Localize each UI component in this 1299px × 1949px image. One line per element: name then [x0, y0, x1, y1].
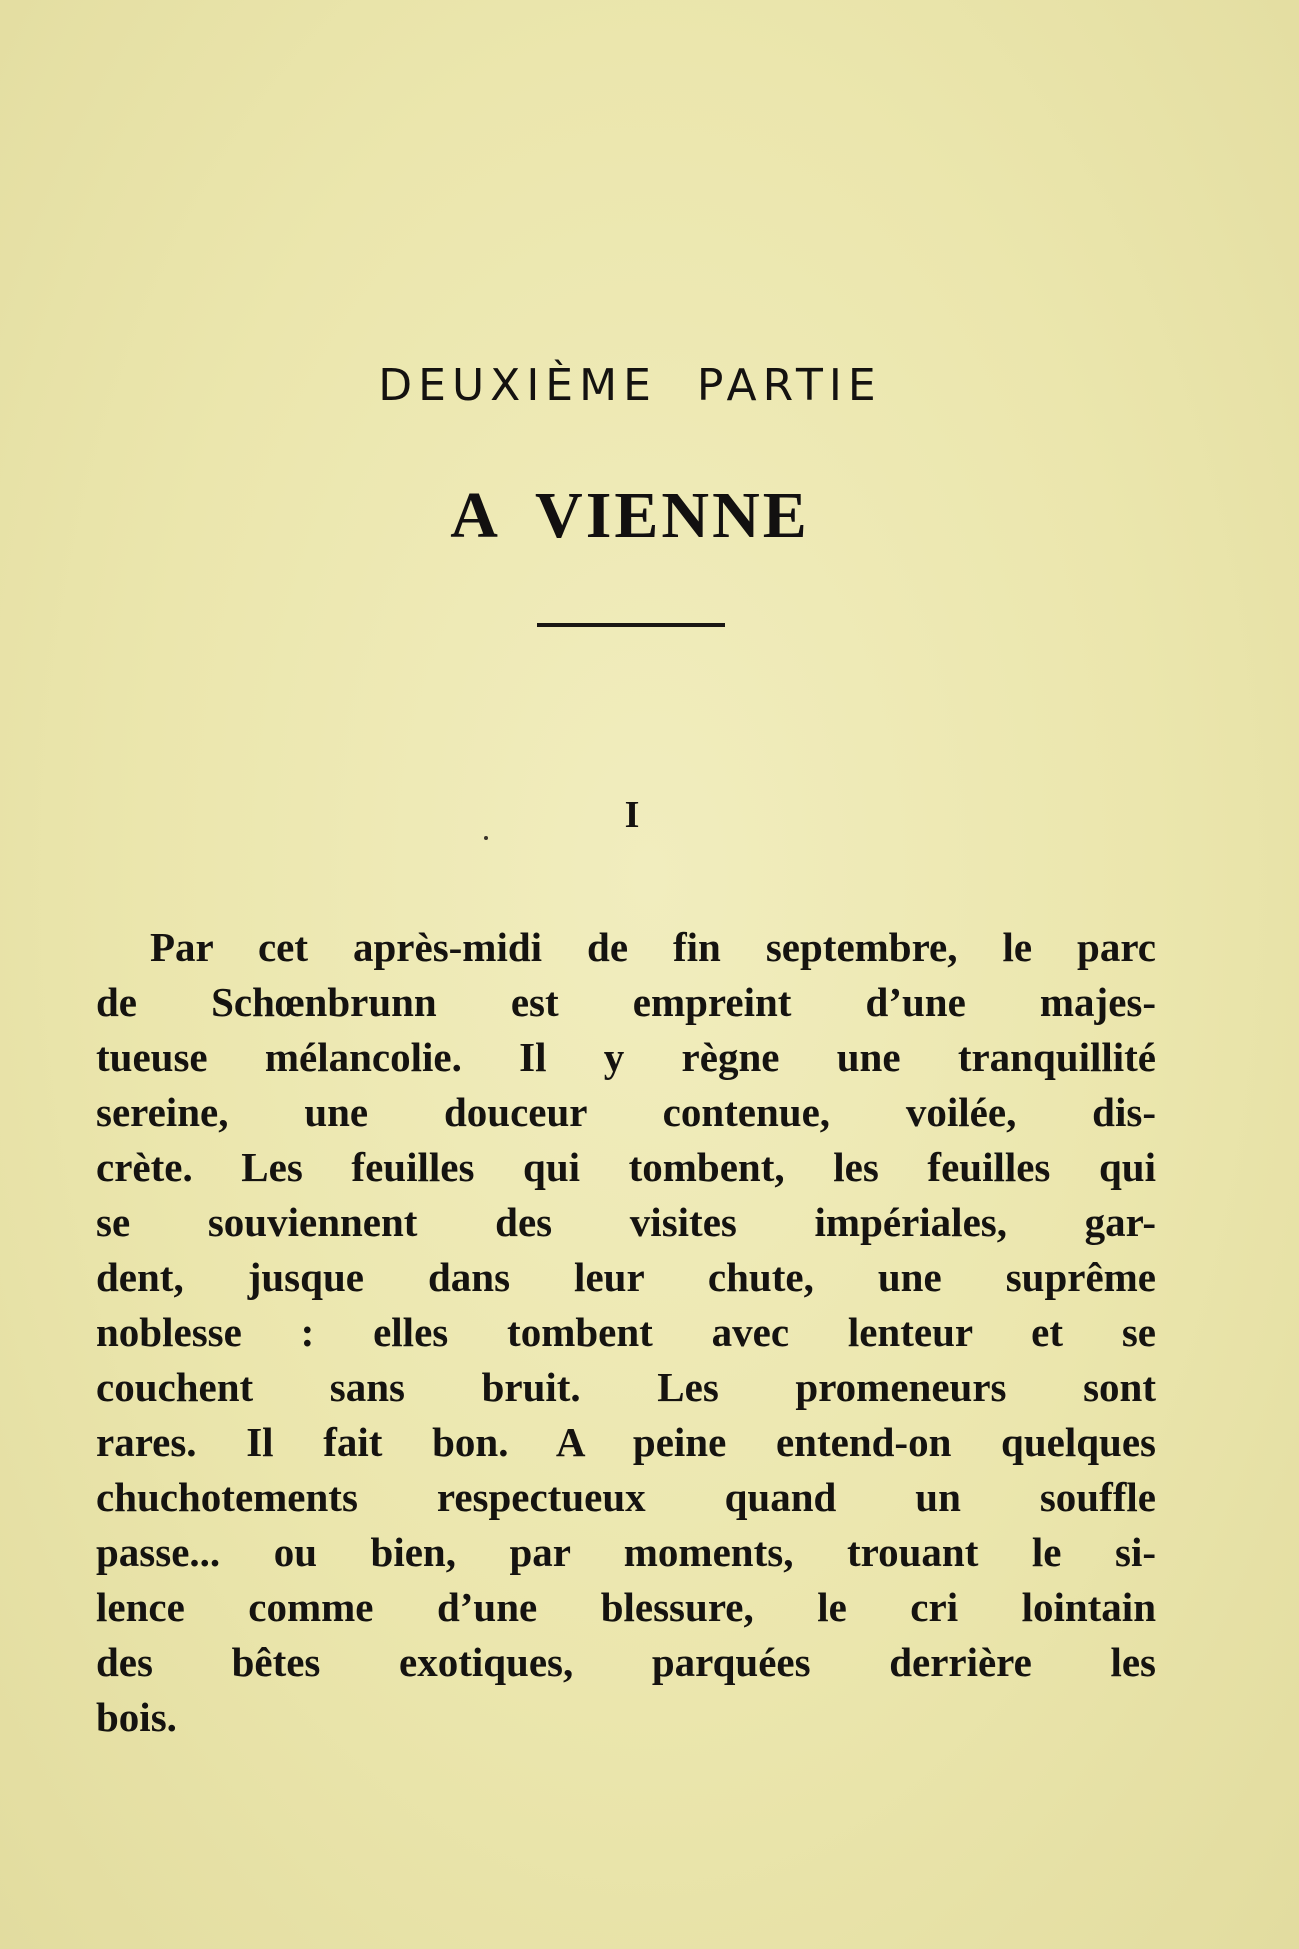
paragraph-line: Par cet après-midi de fin septembre, le parc	[150, 924, 1156, 970]
paper-speck	[484, 836, 488, 840]
paragraph-line: des bêtes exotiques, parquées derrière les	[96, 1639, 1156, 1685]
paragraph-line: dent, jusque dans leur chute, une suprême	[96, 1254, 1156, 1300]
paragraph-line: bois.	[96, 1694, 177, 1740]
paragraph-line: couchent sans bruit. Les promeneurs sont	[96, 1364, 1156, 1410]
paragraph-line: noblesse : elles tombent avec lenteur et se	[96, 1309, 1156, 1355]
part-heading: DEUXIÈME PARTIE	[378, 360, 882, 411]
paragraph-line: lence comme d’une blessure, le cri lointain	[96, 1584, 1156, 1630]
paragraph-line: sereine, une douceur contenue, voilée, dis-	[96, 1089, 1156, 1135]
chapter-number: I	[624, 794, 640, 836]
paragraph-line: de Schœnbrunn est empreint d’une majes-	[96, 979, 1156, 1025]
title-rule	[537, 623, 725, 627]
paragraph-line: crète. Les feuilles qui tombent, les feuilles qui	[96, 1144, 1156, 1190]
paragraph-line: se souviennent des visites impériales, gar-	[96, 1199, 1156, 1245]
paragraph	[96, 920, 1156, 1745]
paragraph-line: chuchotements respectueux quand un souffle	[96, 1474, 1156, 1520]
paragraph-line: rares. Il fait bon. A peine entend-on quelques	[96, 1419, 1156, 1465]
paragraph-line: passe... ou bien, par moments, trouant le si-	[96, 1529, 1156, 1575]
paragraph-line: tueuse mélancolie. Il y règne une tranquillité	[96, 1034, 1156, 1080]
chapter-title: A VIENNE	[450, 479, 810, 552]
